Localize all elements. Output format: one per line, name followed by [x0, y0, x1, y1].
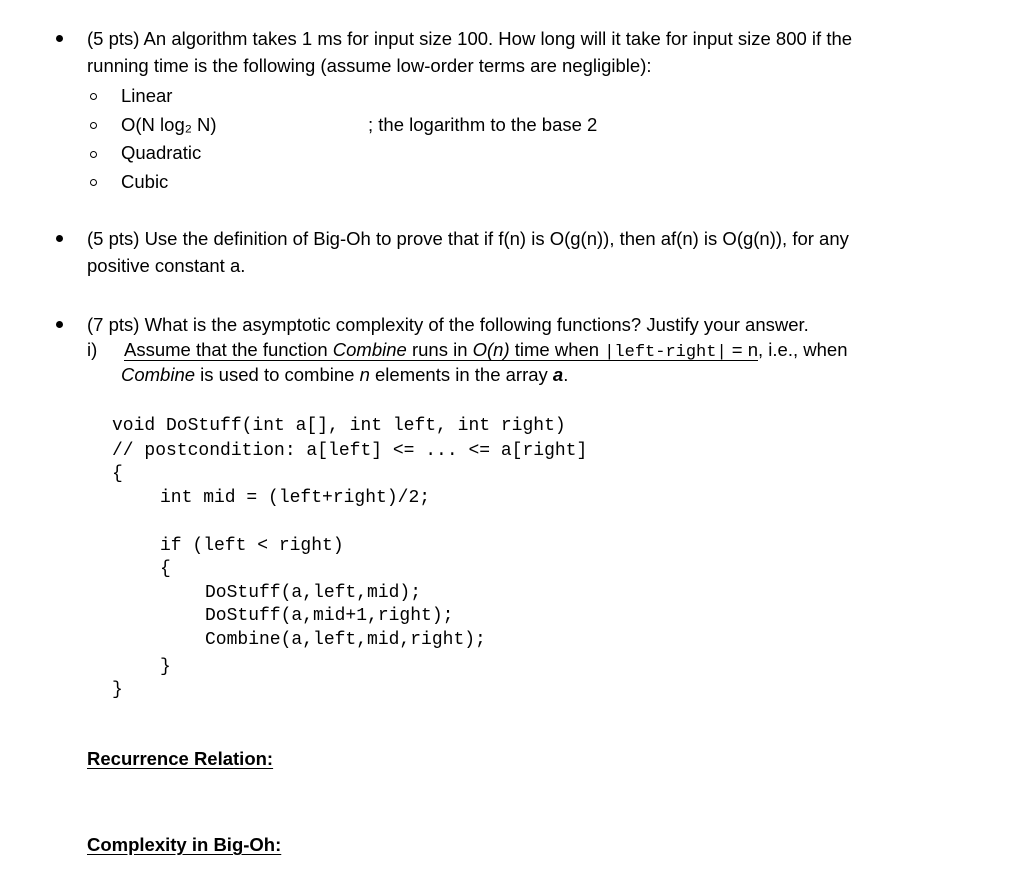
q1-option-circle-2 [90, 122, 97, 129]
q3-line1: (7 pts) What is the asymptotic complexity of the following functions? Justify your answer. [87, 314, 809, 335]
bullet-q2 [56, 235, 63, 242]
recurrence-relation-label: Recurrence Relation: [87, 748, 274, 769]
q1-line2: running time is the following (assume low-order terms are negligible): [87, 55, 652, 76]
bullet-q3 [56, 321, 63, 328]
q1-option-linear: Linear [121, 85, 173, 106]
q3-item-line1: Assume that the function Combine runs in O(n) time when |left-right| = n, i.e., when [124, 339, 848, 362]
code-line-5: if (left < right) [160, 536, 344, 556]
q3-item-line1-underlined: Assume that the function Combine runs in O(n) time when |left-right| = n [124, 339, 759, 362]
q3-item-line2: Combine is used to combine n elements in the array a. [121, 364, 569, 385]
code-line-4: int mid = (left+right)/2; [160, 488, 431, 508]
q1-option-circle-1 [90, 93, 97, 100]
q1-option-circle-4 [90, 179, 97, 186]
q1-option-quadratic: Quadratic [121, 142, 202, 163]
complexity-label: Complexity in Big-Oh: [87, 834, 282, 855]
q1-option-circle-3 [90, 151, 97, 158]
q1-option-nlogn-note: ; the logarithm to the base 2 [368, 114, 598, 135]
code-line-3: { [112, 464, 123, 484]
code-line-1: void DoStuff(int a[], int left, int right) [112, 416, 566, 436]
q2-line2: positive constant a. [87, 255, 246, 276]
code-line-11: } [112, 680, 123, 700]
code-line-2: // postcondition: a[left] <= ... <= a[right] [112, 441, 588, 461]
q2-line1: (5 pts) Use the definition of Big-Oh to prove that if f(n) is O(g(n)), then af(n) is O(g(n)), for any [87, 228, 849, 249]
code-line-7: DoStuff(a,left,mid); [205, 583, 422, 603]
q1-option-nlogn: O(N log₂ N) [121, 114, 217, 135]
code-line-9: Combine(a,left,mid,right); [205, 630, 486, 650]
q1-option-cubic: Cubic [121, 171, 169, 192]
q1-line1: (5 pts) An algorithm takes 1 ms for input size 100. How long will it take for input size 800 if the [87, 28, 853, 49]
q3-item-marker: i) [87, 339, 98, 360]
code-line-6: { [160, 559, 171, 579]
code-line-8: DoStuff(a,mid+1,right); [205, 606, 454, 626]
code-line-10: } [160, 657, 171, 677]
bullet-q1 [56, 35, 63, 42]
